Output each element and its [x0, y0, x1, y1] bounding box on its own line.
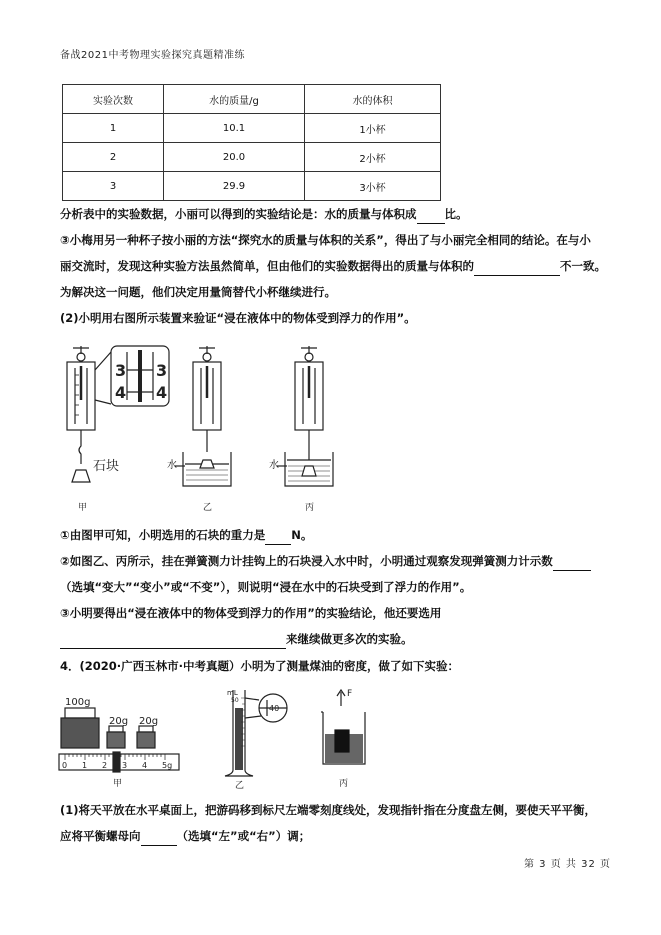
column-header: 水的体积: [305, 85, 441, 114]
figure-caption: 甲: [113, 779, 123, 789]
answer-blank: [60, 634, 286, 649]
spring-scale-a: [67, 346, 95, 482]
zoom-digit: 3: [156, 361, 168, 380]
weight-label: 20g: [139, 716, 159, 727]
figure-caption: 乙: [235, 781, 245, 791]
water-label: 水: [269, 460, 279, 471]
paragraph-line: ③小明要得出“浸在液体中的物体受到浮力的作用”的实验结论，他还要选用: [60, 606, 442, 620]
zoom-digit: 3: [115, 361, 127, 380]
scale-tick: 3: [122, 761, 128, 770]
weights: [61, 708, 155, 748]
zoom-digit: 4: [115, 383, 127, 402]
beaker-with-block: [321, 690, 365, 764]
paragraph-line: 丽交流时，发现这种实验方法虽然简单，但由他们的实验数据得出的质量与体积的 不一致。: [60, 256, 606, 276]
table-cell: 2: [63, 143, 164, 172]
page-number: 第 3 页 共 32 页: [524, 859, 611, 870]
paragraph-line: 来继续做更多次的实验。: [60, 629, 413, 649]
density-experiment-figure: [55, 686, 395, 796]
force-label: F: [347, 689, 353, 699]
paragraph-line: （选填“变大”“变小”或“不变”），则说明“浸在水中的石块受到了浮力的作用”。: [60, 580, 472, 594]
figure-caption: 丙: [305, 503, 315, 513]
answer-blank: [474, 261, 560, 276]
answer-blank: [553, 556, 591, 571]
answer-blank: [417, 209, 445, 224]
scale-tick: 4: [142, 761, 148, 770]
table-cell: 3小杯: [305, 172, 441, 201]
table-cell: 2小杯: [305, 143, 441, 172]
page-header: 备战2021中考物理实验探究真题精准练: [60, 50, 245, 61]
table-cell: 1: [63, 114, 164, 143]
answer-blank: [265, 530, 291, 545]
paragraph-line: 应将平衡螺母向 （选填“左”或“右”）调；: [60, 826, 310, 846]
table-row: [63, 114, 441, 143]
water-label: 水: [167, 460, 177, 471]
paragraph-line: (1)将天平放在水平桌面上，把游码移到标尺左端零刻度线处，发现指针指在分度盘左侧，要使天平平衡，: [60, 803, 597, 817]
column-header: 水的质量/g: [164, 85, 305, 114]
paragraph-line: ①由图甲可知，小明选用的石块的重力是 N。: [60, 525, 312, 545]
scale-tick: 1: [82, 761, 88, 770]
question-title: 4．(2020·广西玉林市·中考真题）小明为了测量煤油的密度，做了如下实验：: [60, 659, 459, 673]
stone-label: 石块: [93, 459, 120, 474]
balance-scale-ruler: [59, 752, 179, 772]
zoom-reading: 40: [269, 704, 280, 713]
table-row: [63, 143, 441, 172]
paragraph-line: 分析表中的实验数据，小丽可以得到的实验结论是：水的质量与体积成 比。: [60, 204, 468, 224]
table-cell: 29.9: [164, 172, 305, 201]
answer-blank: [141, 831, 177, 846]
scale-tick: 2: [102, 761, 108, 770]
cylinder-unit: mL: [227, 689, 238, 697]
zoom-digit: 4: [156, 383, 168, 402]
spring-scale-figure: [55, 340, 365, 518]
figure-caption: 丙: [339, 779, 349, 789]
weight-label: 100g: [65, 697, 91, 708]
table-cell: 10.1: [164, 114, 305, 143]
experiment-table: [62, 84, 441, 201]
paragraph-line: (2)小明用右图所示装置来验证“浸在液体中的物体受到浮力的作用”。: [60, 311, 416, 325]
column-header: 实验次数: [63, 85, 164, 114]
spring-scale-c: [277, 346, 333, 486]
figure-caption: 甲: [78, 503, 88, 513]
table-cell: 20.0: [164, 143, 305, 172]
table-cell: 1小杯: [305, 114, 441, 143]
table-cell: 3: [63, 172, 164, 201]
table-header-row: [63, 85, 441, 114]
paragraph-line: ③小梅用另一种杯子按小丽的方法“探究水的质量与体积的关系”，得出了与小丽完全相同的结论。在与小: [60, 233, 591, 247]
weight-label: 20g: [109, 716, 129, 727]
paragraph-line: ②如图乙、丙所示，挂在弹簧测力计挂钩上的石块浸入水中时，小明通过观察发现弹簧测力计示数: [60, 551, 591, 571]
scale-tick: 0: [62, 761, 68, 770]
paragraph-line: 为解决这一问题，他们决定用量筒替代小杯继续进行。: [60, 285, 336, 299]
table-row: [63, 172, 441, 201]
spring-scale-b: [175, 346, 231, 486]
figure-caption: 乙: [203, 503, 213, 513]
scale-tick: 5g: [162, 761, 173, 770]
cylinder-mark: 50: [231, 697, 239, 704]
